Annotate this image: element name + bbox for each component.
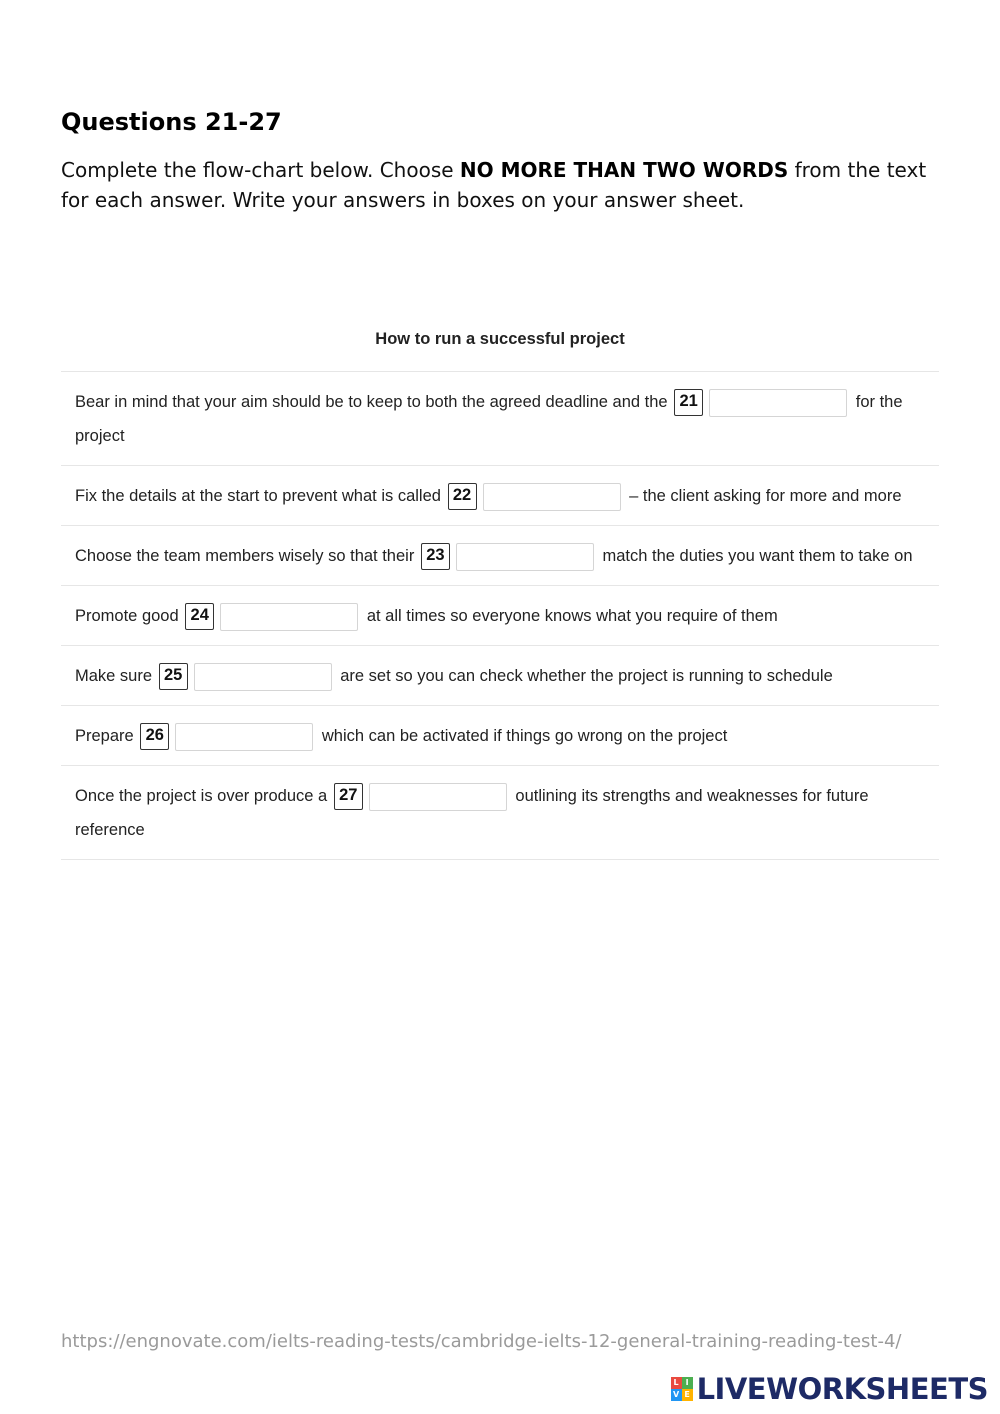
flowchart-step-25 (61, 646, 939, 706)
flowchart-step-24 (61, 586, 939, 646)
step-text-before: Once the project is over produce a (75, 787, 332, 805)
answer-input-24[interactable] (220, 603, 358, 631)
step-text-after: outlining its strengths and weaknesses for future reference (75, 787, 869, 839)
question-number-24: 24 (185, 603, 214, 630)
flowchart-step-21 (61, 372, 939, 466)
answer-input-27[interactable] (369, 783, 507, 811)
flowchart-step-27 (61, 766, 939, 860)
answer-input-26[interactable] (175, 723, 313, 751)
answer-input-21[interactable] (709, 389, 847, 417)
step-text-after: – the client asking for more and more (624, 487, 902, 505)
step-text-before: Choose the team members wisely so that their (75, 547, 419, 565)
answer-input-23[interactable] (456, 543, 594, 571)
answer-input-22[interactable] (483, 483, 621, 511)
step-text-after: match the duties you want them to take on (597, 547, 913, 565)
liveworksheets-logo (671, 1372, 988, 1406)
liveworksheets-icon (671, 1377, 693, 1401)
step-text-after: at all times so everyone knows what you require of them (362, 607, 778, 625)
instructions-text-end: from the text for each answer. Write your answers in boxes on your answer sheet. (61, 158, 927, 212)
step-text-after: for the project (75, 393, 903, 445)
source-url: https://engnovate.com/ielts-reading-tests/cambridge-ielts-12-general-training-reading-test-4/ (61, 1331, 902, 1352)
question-number-21: 21 (674, 389, 703, 416)
question-number-23: 23 (421, 543, 450, 570)
flowchart-step-26 (61, 706, 939, 766)
step-text-before: Promote good (75, 607, 184, 625)
answer-input-25[interactable] (194, 663, 332, 691)
step-text-before: Bear in mind that your aim should be to keep to both the agreed deadline and the (75, 393, 673, 411)
page-title: Questions 21-27 (61, 108, 282, 136)
step-text-before: Prepare (75, 727, 139, 745)
instructions-emphasis: NO MORE THAN TWO WORDS (459, 158, 789, 182)
step-text-after: which can be activated if things go wrong on the project (317, 727, 728, 745)
logo-letter: V (671, 1389, 682, 1401)
logo-letter: E (682, 1389, 693, 1401)
flowchart-step-22 (61, 466, 939, 526)
step-text-after: are set so you can check whether the project is running to schedule (335, 667, 833, 685)
flowchart-steps (61, 371, 939, 860)
step-text-before: Make sure (75, 667, 157, 685)
question-number-22: 22 (448, 483, 477, 510)
step-text-before: Fix the details at the start to prevent what is called (75, 487, 446, 505)
liveworksheets-wordmark: LIVEWORKSHEETS (696, 1372, 988, 1406)
instructions-text: Complete the flow-chart below. Choose (61, 158, 460, 182)
question-number-25: 25 (159, 663, 188, 690)
flowchart-step-23 (61, 526, 939, 586)
instructions (61, 155, 941, 215)
logo-letter: L (671, 1377, 682, 1389)
question-number-26: 26 (140, 723, 169, 750)
question-number-27: 27 (334, 783, 363, 810)
flowchart-title: How to run a successful project (375, 330, 625, 348)
logo-letter: I (682, 1377, 693, 1389)
